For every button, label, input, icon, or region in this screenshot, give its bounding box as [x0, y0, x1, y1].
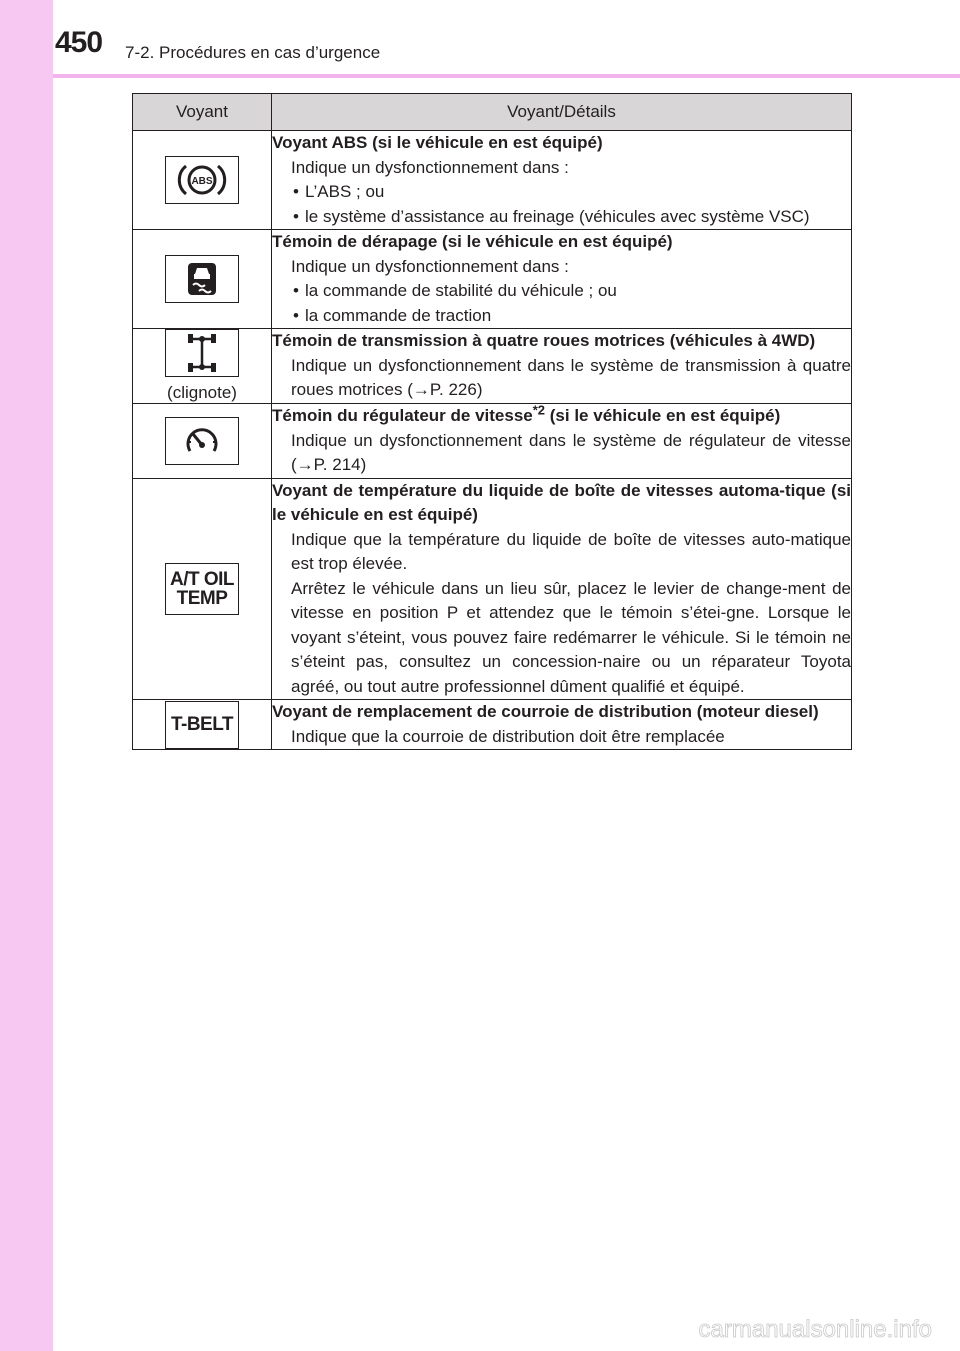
table-header-row — [133, 94, 852, 131]
side-color-bar — [0, 0, 53, 1351]
icon-caption: (clignote) — [167, 383, 237, 402]
row-description: Indique un dysfonctionnement dans : — [291, 256, 569, 276]
section-title: 7-2. Procédures en cas d’urgence — [125, 43, 381, 62]
row-title: Voyant de température du liquide de boîte de vitesses automa-tique (si le véhicule en est équipé) — [272, 480, 851, 524]
details-cell — [272, 329, 852, 404]
four-wheel-drive-icon — [165, 329, 239, 377]
page-number: 450 — [55, 26, 103, 59]
details-cell — [272, 478, 852, 700]
svg-text:carmanualsonline.info: carmanualsonline.info — [698, 1316, 932, 1343]
row-description: Indique que la courroie de distribution doit être remplacée — [291, 726, 725, 746]
details-cell — [272, 131, 852, 230]
svg-text:ABS: ABS — [191, 175, 213, 187]
details-cell — [272, 404, 852, 479]
row-title: Voyant ABS (si le véhicule en est équipé) — [272, 133, 603, 152]
row-description: Indique un dysfonctionnement dans le système de régulateur de vitesse (→P. 214) — [291, 430, 851, 474]
row-title — [272, 404, 851, 429]
header-rule — [53, 74, 960, 78]
table-row — [133, 329, 852, 404]
row-title-text: Témoin du régulateur de vitesse — [272, 406, 533, 425]
icon-cell — [133, 230, 272, 329]
slip-indicator-icon — [165, 255, 239, 303]
bullet-item: • le système d’assistance au freinage (véhicules avec système VSC) — [272, 205, 851, 230]
column-header-voyant: Voyant — [133, 94, 272, 131]
details-cell — [272, 700, 852, 750]
icon-cell — [133, 131, 272, 230]
table-row — [133, 230, 852, 329]
watermark — [692, 1313, 932, 1343]
bullet-item: • la commande de stabilité du véhicule ; ou — [272, 279, 851, 304]
footnote-mark: *2 — [532, 402, 546, 418]
icon-cell — [133, 404, 272, 479]
row-title-suffix: (si le véhicule en est équipé) — [545, 406, 781, 425]
row-title: Témoin de dérapage (si le véhicule en est équipé) — [272, 232, 673, 251]
icon-label-line-1: A/T OIL — [169, 568, 235, 590]
table-row — [133, 700, 852, 750]
icon-cell — [133, 329, 272, 404]
bullet-item: • la commande de traction — [272, 304, 851, 329]
warning-lights-table — [132, 93, 852, 750]
row-description: Arrêtez le véhicule dans un lieu sûr, placez le levier de change-ment de vitesse en position P et attendez que le témoin s’étei-gne. Lorsque le voyant s’éteint, vous pouvez faire redémarrer le véhicule. Si le témoin ne s’éteint pas, consultez un concession-naire ou un réparateur Toyota agréé, ou tout autre professionnel dûment qualifié et équipé. — [291, 578, 851, 696]
column-header-details: Voyant/Détails — [272, 94, 852, 131]
timing-belt-icon — [165, 701, 239, 749]
table-row — [133, 131, 852, 230]
row-title: Voyant de remplacement de courroie de distribution (moteur diesel) — [272, 702, 819, 721]
cruise-control-icon — [165, 417, 239, 465]
at-oil-temp-icon — [165, 563, 239, 615]
row-description: Indique un dysfonctionnement dans : — [291, 157, 569, 177]
details-cell — [272, 230, 852, 329]
row-description: Indique que la température du liquide de boîte de vitesses auto-matique est trop élevée. — [291, 529, 851, 573]
icon-cell — [133, 700, 272, 750]
table-row — [133, 478, 852, 700]
icon-cell — [133, 478, 272, 700]
bullet-item: • L’ABS ; ou — [272, 180, 851, 205]
row-title: Témoin de transmission à quatre roues motrices (véhicules à 4WD) — [272, 331, 816, 351]
icon-label: T-BELT — [170, 714, 234, 735]
abs-warning-icon — [165, 156, 239, 204]
table-row — [133, 404, 852, 479]
row-description: Indique un dysfonctionnement dans le système de transmission à quatre roues motrices (→P. 226) — [291, 355, 851, 400]
icon-label-line-2: TEMP — [176, 587, 228, 609]
